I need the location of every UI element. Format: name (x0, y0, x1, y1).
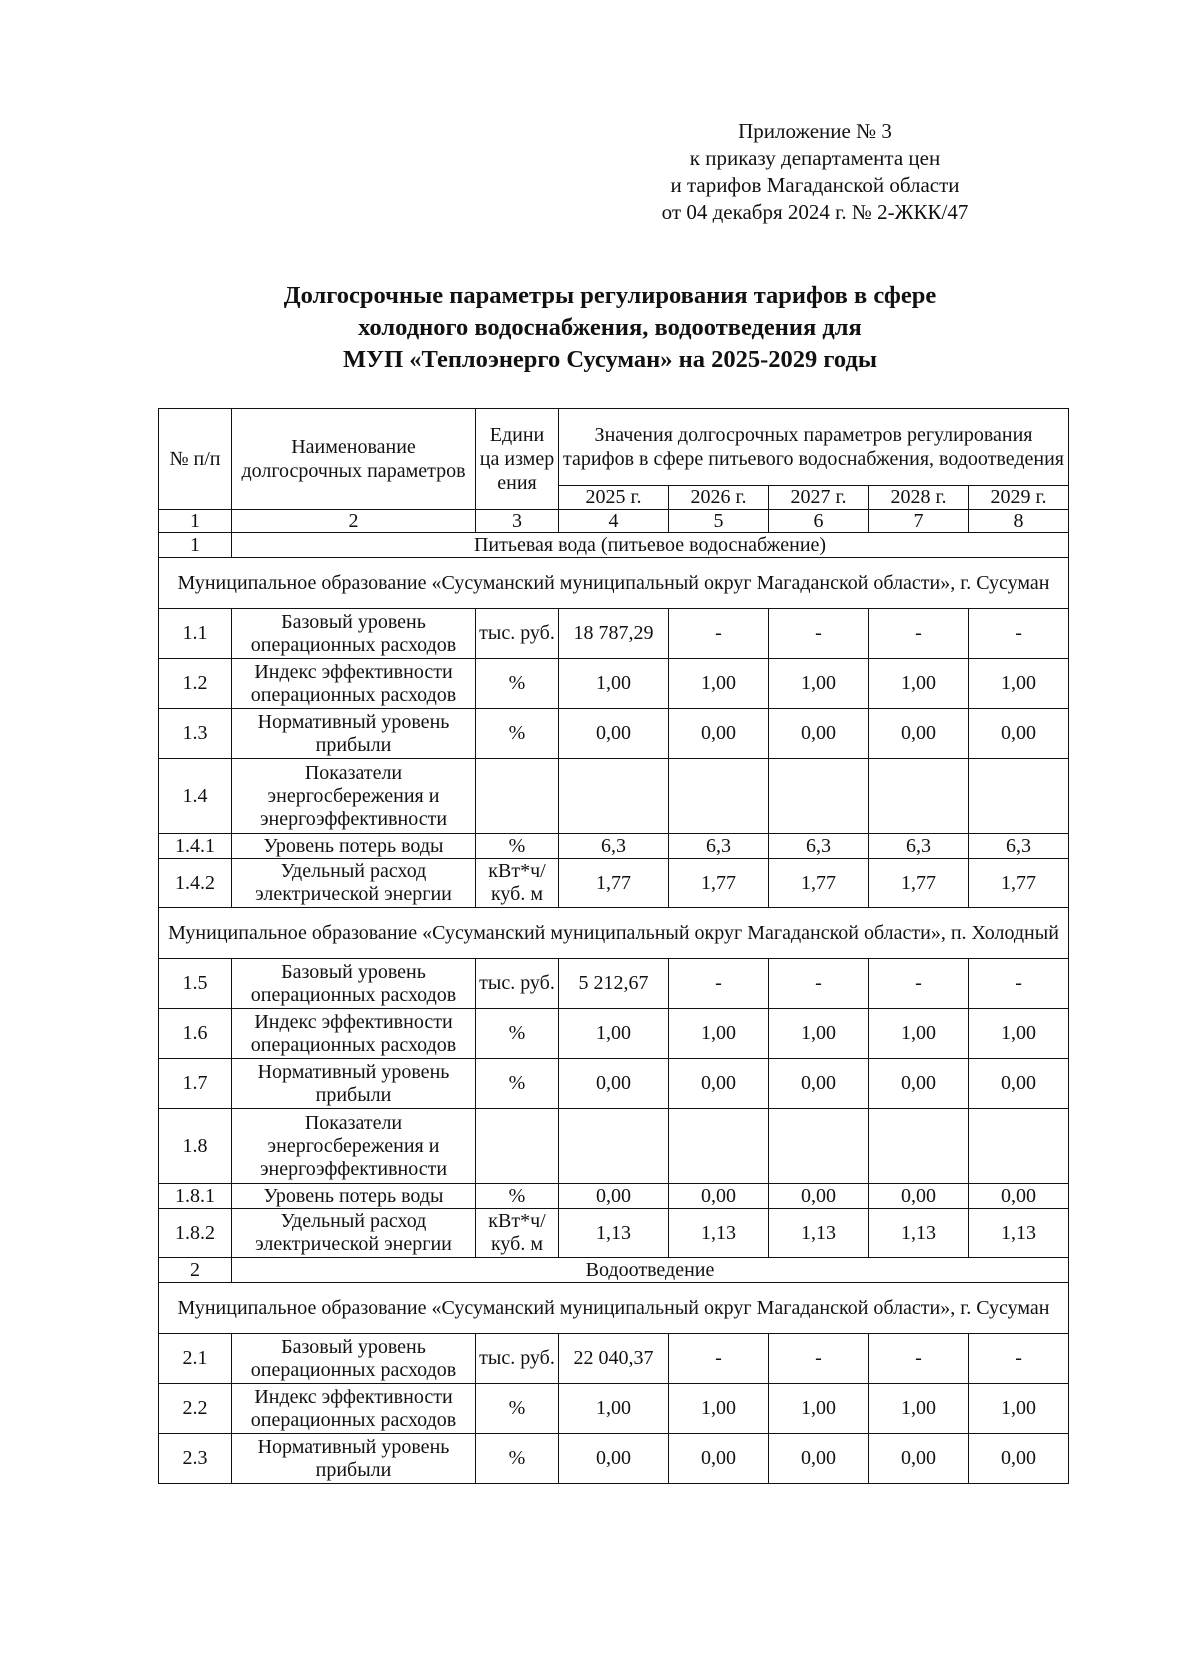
value-cell: 0,00 (869, 1059, 969, 1109)
section-title: Питьевая вода (питьевое водоснабжение) (232, 533, 1069, 558)
value-cell: 0,00 (669, 709, 769, 759)
value-cell: - (969, 959, 1069, 1009)
value-cell: 6,3 (669, 834, 769, 859)
value-cell: 1,00 (769, 1009, 869, 1059)
section-row (159, 1258, 1069, 1283)
table-row (159, 1334, 1069, 1384)
unit (476, 1109, 559, 1184)
row-number: 1.8 (159, 1109, 232, 1184)
value-cell (969, 759, 1069, 834)
value-cell: 1,13 (769, 1209, 869, 1258)
title-line: холодного водоснабжения, водоотведения для (358, 314, 862, 341)
value-cell: 1,00 (669, 659, 769, 709)
value-cell: 0,00 (559, 709, 669, 759)
header-values-title: Значения долгосрочных параметров регулирования тарифов в сфере питьевого водоснабжения, водоотведения (559, 409, 1069, 486)
column-number: 3 (476, 510, 559, 533)
value-cell: 1,00 (969, 1384, 1069, 1434)
value-cell: 1,00 (559, 1384, 669, 1434)
section-row (159, 533, 1069, 558)
section-title: Водоотведение (232, 1258, 1069, 1283)
municipality-row (159, 558, 1069, 609)
header-num: № п/п (159, 409, 232, 510)
value-cell: 1,13 (669, 1209, 769, 1258)
row-number: 1.4.2 (159, 859, 232, 908)
municipality-row (159, 908, 1069, 959)
value-cell: 1,00 (869, 1384, 969, 1434)
unit: % (476, 659, 559, 709)
row-number: 1.2 (159, 659, 232, 709)
parameter-name: Показатели энергосбережения и энергоэффективности (232, 759, 476, 834)
unit: кВт*ч/ куб. м (476, 859, 559, 908)
value-cell: 1,00 (559, 659, 669, 709)
parameter-name: Удельный расход электрической энергии (232, 859, 476, 908)
title-line: Долгосрочные параметры регулирования тарифов в сфере (283, 282, 937, 309)
value-cell: 1,00 (559, 1009, 669, 1059)
value-cell (669, 759, 769, 834)
column-number: 1 (159, 510, 232, 533)
value-cell: - (769, 959, 869, 1009)
parameter-name: Базовый уровень операционных расходов (232, 1334, 476, 1384)
parameter-name: Индекс эффективности операционных расходов (232, 1009, 476, 1059)
column-number: 2 (232, 510, 476, 533)
table-row (159, 709, 1069, 759)
unit: % (476, 709, 559, 759)
column-number: 5 (669, 510, 769, 533)
value-cell: 5 212,67 (559, 959, 669, 1009)
unit: % (476, 1384, 559, 1434)
parameter-name: Нормативный уровень прибыли (232, 1059, 476, 1109)
header-year: 2028 г. (869, 486, 969, 510)
value-cell (769, 1109, 869, 1184)
value-cell (559, 759, 669, 834)
municipality-row (159, 1283, 1069, 1334)
value-cell (869, 759, 969, 834)
unit: % (476, 1059, 559, 1109)
row-number: 1.7 (159, 1059, 232, 1109)
appendix-line: Приложение № 3 (738, 119, 892, 143)
value-cell: - (969, 1334, 1069, 1384)
value-cell: 0,00 (559, 1184, 669, 1209)
value-cell: 1,00 (969, 1009, 1069, 1059)
municipality-title: Муниципальное образование «Сусуманский муниципальный округ Магаданской области», п. Холодный (159, 908, 1069, 959)
header-unit: Едини ца измер ения (476, 409, 559, 510)
table-row (159, 1109, 1069, 1184)
value-cell (969, 1109, 1069, 1184)
value-cell: 6,3 (869, 834, 969, 859)
table-row (159, 859, 1069, 908)
value-cell: 1,13 (869, 1209, 969, 1258)
unit: тыс. руб. (476, 959, 559, 1009)
appendix-line: от 04 декабря 2024 г. № 2-ЖКК/47 (661, 200, 969, 224)
parameter-name: Показатели энергосбережения и энергоэффективности (232, 1109, 476, 1184)
value-cell: 1,00 (669, 1009, 769, 1059)
value-cell: 1,77 (869, 859, 969, 908)
row-number: 2.3 (159, 1434, 232, 1484)
table-row (159, 659, 1069, 709)
appendix-header (600, 118, 1030, 226)
value-cell: 0,00 (969, 709, 1069, 759)
row-number: 1.8.2 (159, 1209, 232, 1258)
column-numbers-row (159, 510, 1069, 533)
table-row (159, 1184, 1069, 1209)
value-cell: 1,00 (669, 1384, 769, 1434)
row-number: 1.5 (159, 959, 232, 1009)
value-cell: 0,00 (969, 1434, 1069, 1484)
value-cell: 0,00 (559, 1059, 669, 1109)
value-cell: 0,00 (769, 709, 869, 759)
parameter-name: Индекс эффективности операционных расходов (232, 659, 476, 709)
section-number: 2 (159, 1258, 232, 1283)
value-cell: 1,77 (769, 859, 869, 908)
parameter-name: Индекс эффективности операционных расходов (232, 1384, 476, 1434)
value-cell: 0,00 (869, 1434, 969, 1484)
appendix-line: к приказу департамента цен (689, 146, 941, 170)
municipality-title: Муниципальное образование «Сусуманский муниципальный округ Магаданской области», г. Сусуман (159, 1283, 1069, 1334)
title-line: МУП «Теплоэнерго Сусуман» на 2025-2029 годы (343, 346, 877, 373)
value-cell: - (969, 609, 1069, 659)
column-number: 8 (969, 510, 1069, 533)
header-name: Наименование долгосрочных параметров (232, 409, 476, 510)
value-cell: 1,77 (559, 859, 669, 908)
value-cell: 1,13 (969, 1209, 1069, 1258)
value-cell: 0,00 (669, 1059, 769, 1109)
value-cell: 1,00 (869, 659, 969, 709)
value-cell: 1,77 (969, 859, 1069, 908)
value-cell: 1,00 (969, 659, 1069, 709)
value-cell: 0,00 (769, 1184, 869, 1209)
table-row (159, 1384, 1069, 1434)
value-cell: 6,3 (769, 834, 869, 859)
value-cell: - (669, 609, 769, 659)
parameters-table (158, 408, 1069, 1484)
unit: тыс. руб. (476, 609, 559, 659)
header-row (159, 409, 1069, 486)
value-cell (559, 1109, 669, 1184)
parameter-name: Базовый уровень операционных расходов (232, 959, 476, 1009)
row-number: 1.6 (159, 1009, 232, 1059)
row-number: 1.3 (159, 709, 232, 759)
value-cell: 1,00 (869, 1009, 969, 1059)
value-cell: 0,00 (969, 1184, 1069, 1209)
unit: % (476, 1434, 559, 1484)
header-year: 2027 г. (769, 486, 869, 510)
value-cell: - (869, 959, 969, 1009)
unit: % (476, 1009, 559, 1059)
value-cell: 18 787,29 (559, 609, 669, 659)
table-row (159, 1009, 1069, 1059)
value-cell: - (669, 959, 769, 1009)
value-cell: - (869, 1334, 969, 1384)
table-row (159, 1209, 1069, 1258)
value-cell: 0,00 (669, 1434, 769, 1484)
document-title (150, 280, 1070, 376)
appendix-line: и тарифов Магаданской области (670, 173, 960, 197)
parameter-name: Уровень потерь воды (232, 1184, 476, 1209)
value-cell: 0,00 (869, 1184, 969, 1209)
value-cell: 1,00 (769, 659, 869, 709)
row-number: 1.4.1 (159, 834, 232, 859)
parameter-name: Базовый уровень операционных расходов (232, 609, 476, 659)
header-year: 2025 г. (559, 486, 669, 510)
municipality-title: Муниципальное образование «Сусуманский муниципальный округ Магаданской области», г. Сусуман (159, 558, 1069, 609)
value-cell: 0,00 (769, 1059, 869, 1109)
header-year: 2029 г. (969, 486, 1069, 510)
column-number: 4 (559, 510, 669, 533)
unit: % (476, 834, 559, 859)
value-cell: 1,13 (559, 1209, 669, 1258)
table-row (159, 834, 1069, 859)
parameter-name: Уровень потерь воды (232, 834, 476, 859)
value-cell: 0,00 (969, 1059, 1069, 1109)
value-cell: 6,3 (559, 834, 669, 859)
column-number: 6 (769, 510, 869, 533)
value-cell: 0,00 (769, 1434, 869, 1484)
value-cell: 0,00 (869, 709, 969, 759)
table-row (159, 1059, 1069, 1109)
value-cell (669, 1109, 769, 1184)
header-year: 2026 г. (669, 486, 769, 510)
unit: % (476, 1184, 559, 1209)
unit (476, 759, 559, 834)
value-cell (869, 1109, 969, 1184)
parameter-name: Нормативный уровень прибыли (232, 709, 476, 759)
parameter-name: Нормативный уровень прибыли (232, 1434, 476, 1484)
row-number: 1.8.1 (159, 1184, 232, 1209)
value-cell: 0,00 (669, 1184, 769, 1209)
column-number: 7 (869, 510, 969, 533)
row-number: 2.1 (159, 1334, 232, 1384)
row-number: 1.1 (159, 609, 232, 659)
value-cell: 1,77 (669, 859, 769, 908)
table-row (159, 759, 1069, 834)
unit: кВт*ч/ куб. м (476, 1209, 559, 1258)
section-number: 1 (159, 533, 232, 558)
value-cell: - (769, 609, 869, 659)
row-number: 2.2 (159, 1384, 232, 1434)
unit: тыс. руб. (476, 1334, 559, 1384)
value-cell: - (669, 1334, 769, 1384)
value-cell: 0,00 (559, 1434, 669, 1484)
parameter-name: Удельный расход электрической энергии (232, 1209, 476, 1258)
value-cell: - (869, 609, 969, 659)
row-number: 1.4 (159, 759, 232, 834)
table-row (159, 959, 1069, 1009)
value-cell: 1,00 (769, 1384, 869, 1434)
value-cell: 22 040,37 (559, 1334, 669, 1384)
value-cell: 6,3 (969, 834, 1069, 859)
table-row (159, 609, 1069, 659)
value-cell (769, 759, 869, 834)
table-row (159, 1434, 1069, 1484)
value-cell: - (769, 1334, 869, 1384)
